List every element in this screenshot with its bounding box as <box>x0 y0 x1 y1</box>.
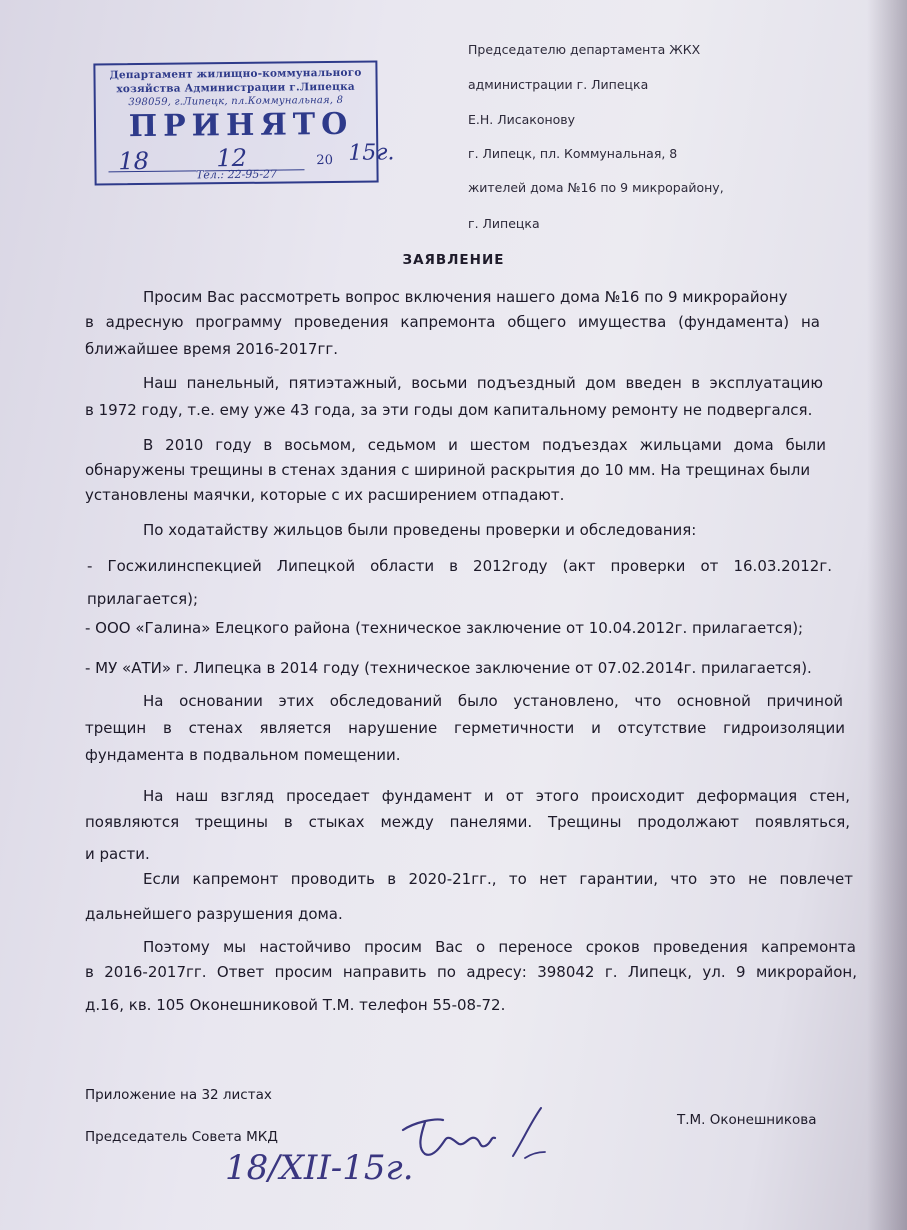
addressee-line: Е.Н. Лисаконову <box>468 112 576 127</box>
body-line: в адресную программу проведения капремонта общего имущества (фундамента) на <box>85 313 820 331</box>
stamp-org-line2: хозяйства Администрации г.Липецка <box>116 80 355 96</box>
body-line: ближайшее время 2016-2017гг. <box>85 340 338 358</box>
body-line: и расти. <box>85 845 150 863</box>
body-line: Поэтому мы настойчиво просим Вас о переносе сроков проведения капремонта <box>143 938 856 956</box>
addressee-line: жителей дома №16 по 9 микрорайону, <box>468 180 724 195</box>
signer-name: Т.М. Оконешникова <box>677 1112 817 1128</box>
body-line: - МУ «АТИ» г. Липецка в 2014 году (техническое заключение от 07.02.2014г. прилагается). <box>85 659 812 677</box>
body-line: По ходатайству жильцов были проведены проверки и обследования: <box>143 521 697 539</box>
body-line: д.16, кв. 105 Оконешниковой Т.М. телефон 55-08-72. <box>85 996 506 1014</box>
attachment-note: Приложение на 32 листах <box>85 1087 272 1103</box>
body-line: - ООО «Галина» Елецкого района (техническое заключение от 10.04.2012г. прилагается); <box>85 619 804 637</box>
body-line: в 2016-2017гг. Ответ просим направить по адресу: 398042 г. Липецк, ул. 9 микрорайон, <box>85 963 857 981</box>
body-line: прилагается); <box>87 590 199 608</box>
stamp-month: 12 <box>216 143 248 173</box>
stamp-address: 398059, г.Липецк, пл.Коммунальная, 8 <box>128 94 344 109</box>
body-line: На наш взгляд проседает фундамент и от этого происходит деформация стен, <box>143 787 850 805</box>
handwritten-signature <box>395 1100 555 1170</box>
body-line: - Госжилинспекцией Липецкой области в 2012году (акт проверки от 16.03.2012г. <box>87 557 832 575</box>
addressee-line: администрации г. Липецка <box>468 77 649 92</box>
body-line: В 2010 году в восьмом, седьмом и шестом подъездах жильцами дома были <box>143 436 826 454</box>
signer-position: Председатель Совета МКД <box>85 1129 278 1145</box>
body-line: обнаружены трещины в стенах здания с шириной раскрытия до 10 мм. На трещинах были <box>85 461 811 479</box>
stamp-accepted-word: ПРИНЯТО <box>128 106 354 145</box>
body-line: Если капремонт проводить в 2020-21гг., то нет гарантии, что это не повлечет <box>143 870 853 888</box>
body-line: На основании этих обследований было установлено, что основной причиной <box>143 692 843 710</box>
body-line: в 1972 году, т.е. ему уже 43 года, за эти годы дом капитальному ремонту не подвергался. <box>85 401 813 419</box>
addressee-line: г. Липецка <box>468 216 540 231</box>
stamp-org-line1: Департамент жилищно-коммунального <box>109 66 362 82</box>
addressee-line: г. Липецк, пл. Коммунальная, 8 <box>468 146 678 161</box>
addressee-line: Председателю департамента ЖКХ <box>468 42 701 57</box>
stamp-phone: Тел.: 22-95-27 <box>195 167 278 182</box>
received-stamp <box>93 61 395 186</box>
document-title: ЗАЯВЛЕНИЕ <box>402 252 505 268</box>
stamp-day: 18 <box>118 146 150 176</box>
handwritten-date: 18/XII-15г. <box>225 1148 414 1188</box>
body-line: установлены маячки, которые с их расширением отпадают. <box>85 486 565 504</box>
page-edge-shadow <box>867 0 907 1230</box>
body-line: появляются трещины в стыках между панелями. Трещины продолжают появляться, <box>85 813 850 831</box>
stamp-year-prefix: 20 <box>316 152 334 169</box>
body-line: трещин в стенах является нарушение герметичности и отсутствие гидроизоляции <box>85 719 845 737</box>
body-line: фундамента в подвальном помещении. <box>85 746 401 764</box>
body-line: Просим Вас рассмотреть вопрос включения нашего дома №16 по 9 микрорайону <box>143 288 788 306</box>
stamp-year-handwritten: 15г. <box>348 140 395 166</box>
body-line: дальнейшего разрушения дома. <box>85 905 343 923</box>
body-line: Наш панельный, пятиэтажный, восьми подъездный дом введен в эксплуатацию <box>143 374 823 392</box>
